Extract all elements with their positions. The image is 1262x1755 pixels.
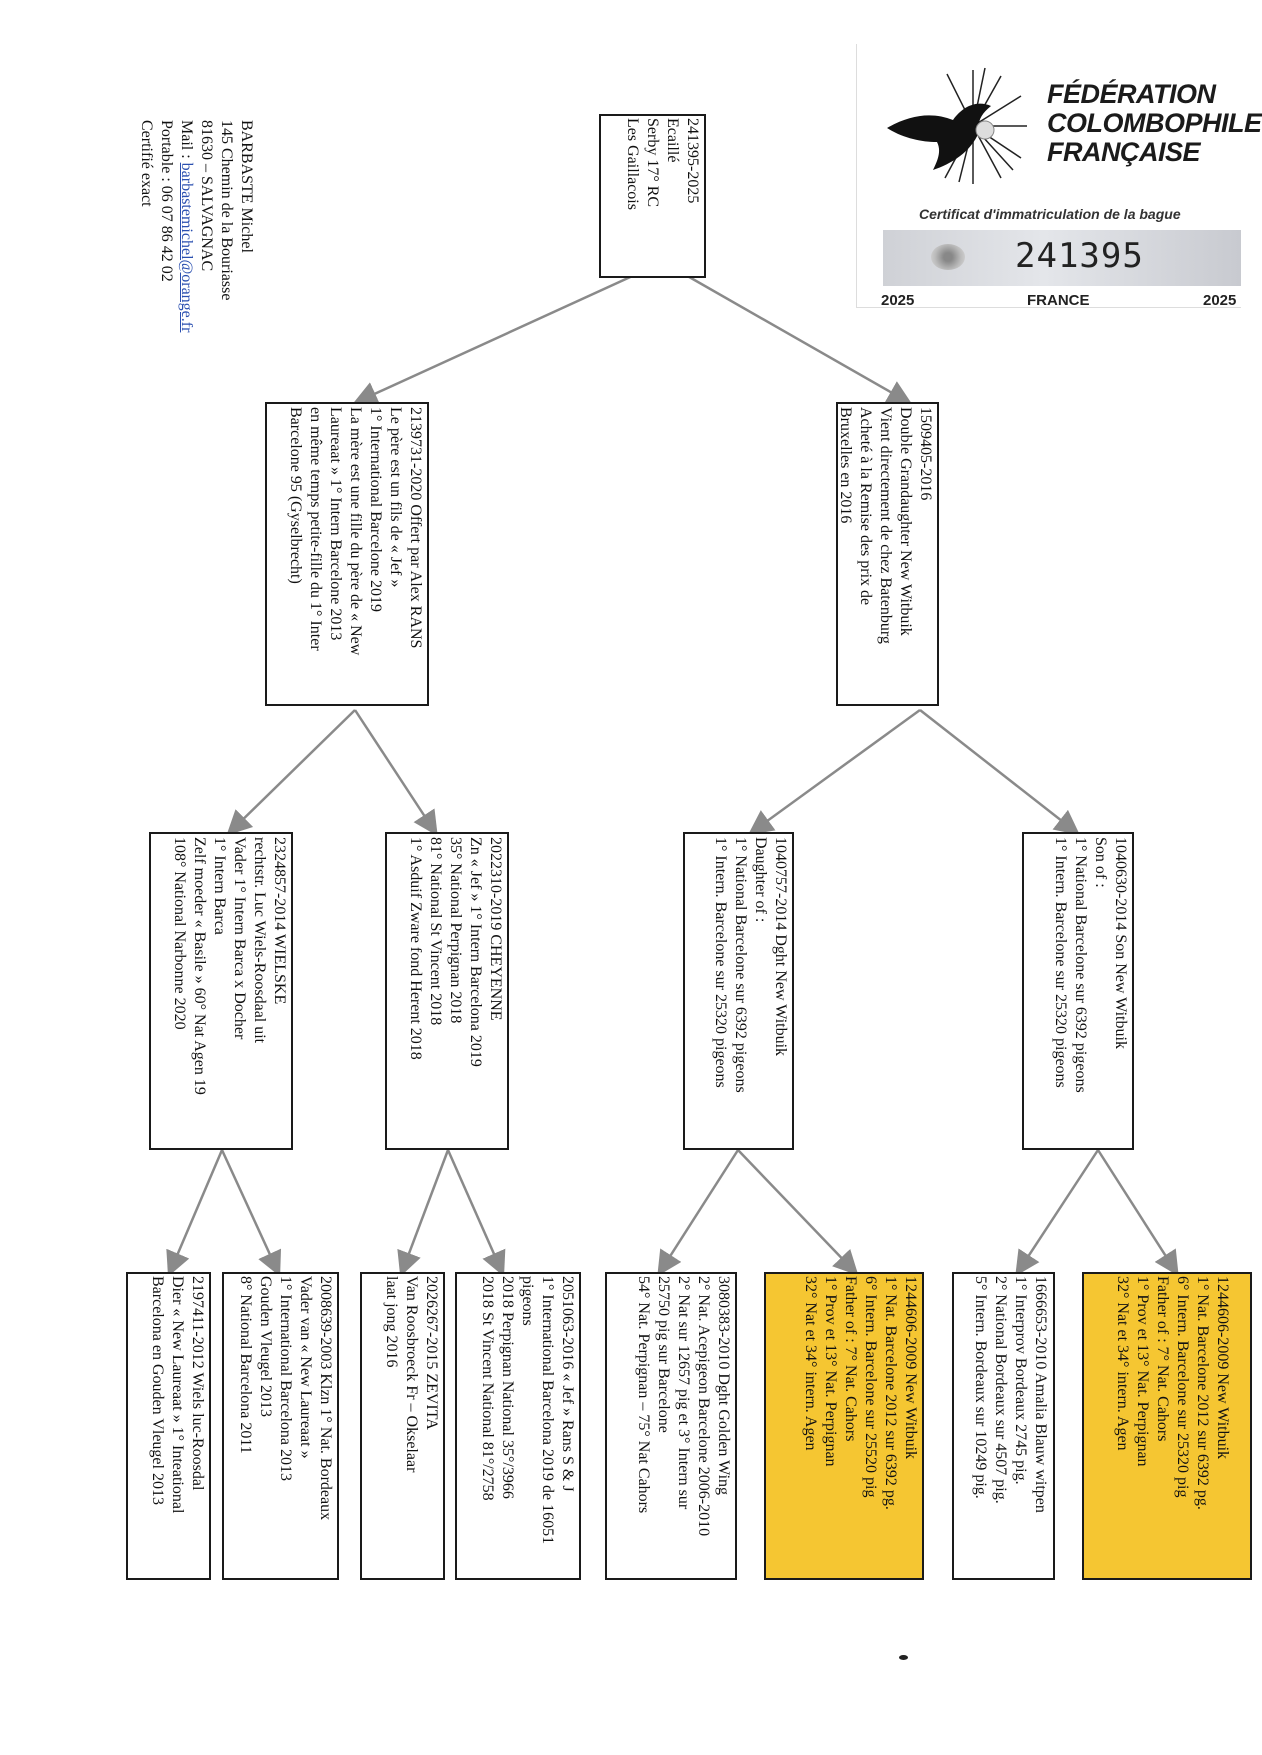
seal-icon (931, 244, 965, 270)
sire-dam-line-1: 2324857-2014 WIELSKE (271, 837, 288, 1005)
ds-sire-line-4: Father of : 7° Nat. Cahors (1154, 1276, 1171, 1442)
ds-dam-line-4: 5° Intern. Bordeaux sur 10249 pig. (972, 1276, 989, 1499)
dam-line-1: 1509405-2016 (917, 407, 934, 501)
owner-mail-line (176, 120, 196, 332)
dam-dam-line-1: 1040757-2014 Dght New Witbuik (772, 837, 789, 1057)
dd-dam-line-2: 2° Nat. Acepigeon Barcelone 2006-2010 (695, 1276, 712, 1537)
dam-sire-line-3: 1° National Barcelone sur 6392 pigeons (1072, 837, 1089, 1093)
owner-street: 145 Chemin de la Bouriasse (218, 120, 235, 301)
sire-dam-line-5: Zelf moeder « Basile » 60° Nat Agen 19 (191, 837, 208, 1095)
ss-dam-text (381, 1276, 441, 1472)
sire-line-3: 1° International Barcelone 2019 (367, 407, 384, 612)
dam-text (835, 407, 935, 644)
owner-city: 81630 – SALVAGNAC (198, 120, 215, 272)
owner-name: BARBASTE Michel (238, 120, 255, 253)
dd-dam-line-1: 3080383-2010 Dght Golden Wing (715, 1276, 732, 1496)
dam-sire-text (1050, 837, 1130, 1093)
ss-dam-line-2: Van Roosbroeck Fr – Okselaar (403, 1276, 420, 1473)
country-label: FRANCE (1027, 292, 1090, 309)
sire-line-4: La mère est une fille du père de « New (347, 407, 364, 656)
ss-sire-line-2: 1° International Barcelona 2019 de 16051 (539, 1276, 556, 1545)
ss-sire-line-5: 2018 St Vincent National 81°/2758 (479, 1276, 496, 1501)
sire-line-6: en même temps petite-fille du 1° Inter (307, 407, 324, 651)
year-right: 2025 (1203, 292, 1237, 309)
sire-sire-line-2: Zn « Jef » 1° Intern Barcelona 2019 (467, 837, 484, 1067)
mail-label: Mail : (178, 120, 195, 163)
ds-dam-line-2: 1° Interprov Bordeaux 2745 pig. (1012, 1276, 1029, 1485)
dam-sire-line-4: 1° Intern. Barcelone sur 25320 pigeons (1052, 837, 1069, 1088)
link-siresire-s (448, 1150, 502, 1272)
dam-dam-line-2: Daughter of : (752, 837, 769, 923)
ring-certificate (856, 44, 1262, 309)
dam-dam-line-3: 1° National Barcelone sur 6392 pigeons (732, 837, 749, 1093)
sire-sire-line-4: 81° National St Vincent 2018 (427, 837, 444, 1026)
sd-sire-text (235, 1276, 335, 1520)
owner-phone: Portable : 06 07 86 42 02 (158, 120, 175, 282)
link-dam-damdam (752, 710, 920, 832)
dd-dam-line-3: 2° Nat sur 12657 pig et 3° Intern sur (675, 1276, 692, 1510)
sire-text (285, 407, 425, 655)
ss-sire-text (477, 1276, 577, 1544)
dd-sire-line-4: Father of : 7° Nat. Cahors (842, 1276, 859, 1442)
link-damdam-s (738, 1150, 855, 1272)
subject-result: Serby 17° RC (644, 118, 661, 208)
sd-dam-line-2: Dier « New Laureaat » 1° Inteational (169, 1276, 186, 1514)
ds-sire-line-3: 6° Intern. Barcelone sur 25320 pig (1174, 1276, 1191, 1498)
sire-sire-text (405, 837, 505, 1067)
sire-dam-line-2: rechtstr. Luc Wiels-Roosdaal uit (251, 837, 268, 1044)
ss-sire-line-4: 2018 Perpignan National 35°/3966 (499, 1276, 516, 1499)
certified-note: Certifié exact (138, 120, 155, 207)
ds-sire-text (1112, 1276, 1232, 1510)
link-damsire-d (1018, 1150, 1098, 1272)
dam-line-5: Bruxelles en 2016 (837, 407, 854, 524)
dam-sire-line-2: Son of : (1092, 837, 1109, 888)
ss-sire-line-1: 2051063-2016 « Jef » Rans S & J (559, 1276, 576, 1492)
dam-sire-line-1: 1040630-2014 Son New Witbuik (1112, 837, 1129, 1049)
sire-dam-line-4: 1° Intern Barca (211, 837, 228, 935)
link-sire-siresire (355, 710, 435, 832)
scan-speck (899, 1655, 908, 1660)
ds-sire-line-5: 1° Prov et 13° Nat. Perpignan (1134, 1276, 1151, 1467)
sd-dam-text (147, 1276, 207, 1513)
ds-dam-text (970, 1276, 1050, 1513)
ds-sire-line-1: 1244606-2009 New Witbuik (1214, 1276, 1231, 1460)
link-damsire-s (1098, 1150, 1176, 1272)
link-subject-sire (357, 262, 663, 402)
dd-dam-line-5: 54° Nat. Perpignan – 75° Nat Cahors (635, 1276, 652, 1514)
sire-sire-line-1: 2022310-2019 CHEYENNE (487, 837, 504, 1021)
ds-dam-line-3: 2° National Bordeaux sur 4507 pig. (992, 1276, 1009, 1504)
ring-number: 241395 (1015, 236, 1144, 276)
subject-ring: 241395-2025 (684, 118, 701, 204)
ss-dam-line-1: 2026267-2015 ZEVITA (423, 1276, 440, 1430)
federation-line-1: FÉDÉRATION (1047, 79, 1216, 109)
subject-text (622, 118, 702, 210)
subject-color: Ecaillé (664, 118, 681, 163)
dd-sire-line-6: 32° Nat et 34° intern. Agen (802, 1276, 819, 1451)
link-damdam-d (660, 1150, 738, 1272)
owner-address (136, 120, 256, 332)
dd-dam-line-4: 25750 pig sur Barcelone (655, 1276, 672, 1433)
dam-dam-line-4: 1° Intern. Barcelone sur 25320 pigeons (712, 837, 729, 1088)
dd-sire-line-3: 6° Intern. Barcelone sur 25520 pig (862, 1276, 879, 1498)
sd-sire-line-1: 2008639-2003 Klzn 1° Nat. Bordeaux (317, 1276, 334, 1521)
year-left: 2025 (881, 292, 915, 309)
dam-dam-text (710, 837, 790, 1093)
sd-sire-line-5: 8° National Barcelona 2011 (237, 1276, 254, 1454)
link-siredam-s (222, 1150, 278, 1272)
sire-sire-line-5: 1° Asduif Zware fond Herent 2018 (407, 837, 424, 1060)
sd-sire-line-2: Vader van « New Laureaat » (297, 1276, 314, 1459)
dam-line-4: Acheté à la Remise des prix de (857, 407, 874, 606)
dd-sire-line-1: 1244606-2009 New Witbuik (902, 1276, 919, 1460)
dd-dam-text (633, 1276, 733, 1536)
dd-sire-text (800, 1276, 920, 1510)
sire-line-5: Laureaat » 1° Intern Barcelone 2013 (327, 407, 344, 641)
link-sire-siredam (230, 710, 355, 832)
sire-dam-line-6: 108° National Narbonne 2020 (171, 837, 188, 1030)
dd-sire-line-2: 1° Nat. Barcelone 2012 sur 6392 pg. (882, 1276, 899, 1510)
sire-line-1: 2139731-2020 Offert par Alex RANS (407, 407, 424, 649)
ds-sire-line-2: 1° Nat. Barcelone 2012 sur 6392 pg. (1194, 1276, 1211, 1510)
dam-line-3: Vient directement de chez Batenburg (877, 407, 894, 644)
federation-line-3: FRANÇAISE (1047, 137, 1201, 167)
certificate-subtitle: Certificat d'immatriculation de la bague (919, 206, 1181, 222)
sire-line-2: Le père est un fils de « Jef » (387, 407, 404, 588)
sd-sire-line-4: Gouden Vleugel 2013 (257, 1276, 274, 1418)
link-siresire-d (402, 1150, 448, 1272)
federation-line-2: COLOMBOPHILE (1047, 108, 1262, 138)
owner-email-link[interactable]: barbastemichel@orange.fr (178, 162, 195, 333)
sire-sire-line-3: 35° National Perpignan 2018 (447, 837, 464, 1024)
ss-sire-line-3: pigeons (519, 1276, 536, 1326)
ds-sire-line-6: 32° Nat et 34° intern. Agen (1114, 1276, 1131, 1451)
link-dam-damsire (920, 710, 1076, 832)
sire-dam-text (169, 837, 289, 1095)
sd-dam-line-3: Barcelona en Gouden Vleugel 2013 (149, 1276, 166, 1505)
link-siredam-d (170, 1150, 222, 1272)
dam-line-2: Double Grandaughter New Witbuik (897, 407, 914, 636)
sire-line-7: Barcelone 95 (Gyselbrecht) (287, 407, 304, 584)
sd-sire-line-3: 1° International Barcelona 2013 (277, 1276, 294, 1481)
sire-dam-line-3: Vader 1° Intern Barca x Docher (231, 837, 248, 1040)
subject-club: Les Gaillacois (624, 118, 641, 210)
ds-dam-line-1: 1666653-2010 Amalia Blauw witpen (1032, 1276, 1049, 1513)
dove-logo-icon (881, 66, 1031, 186)
federation-name (1047, 80, 1262, 167)
dd-sire-line-5: 1° Prov et 13° Nat. Perpignan (822, 1276, 839, 1467)
sd-dam-line-1: 2197411-2012 Wiels luc-Roosdal (189, 1276, 206, 1491)
ss-dam-line-3: laat jong 2016 (383, 1276, 400, 1368)
